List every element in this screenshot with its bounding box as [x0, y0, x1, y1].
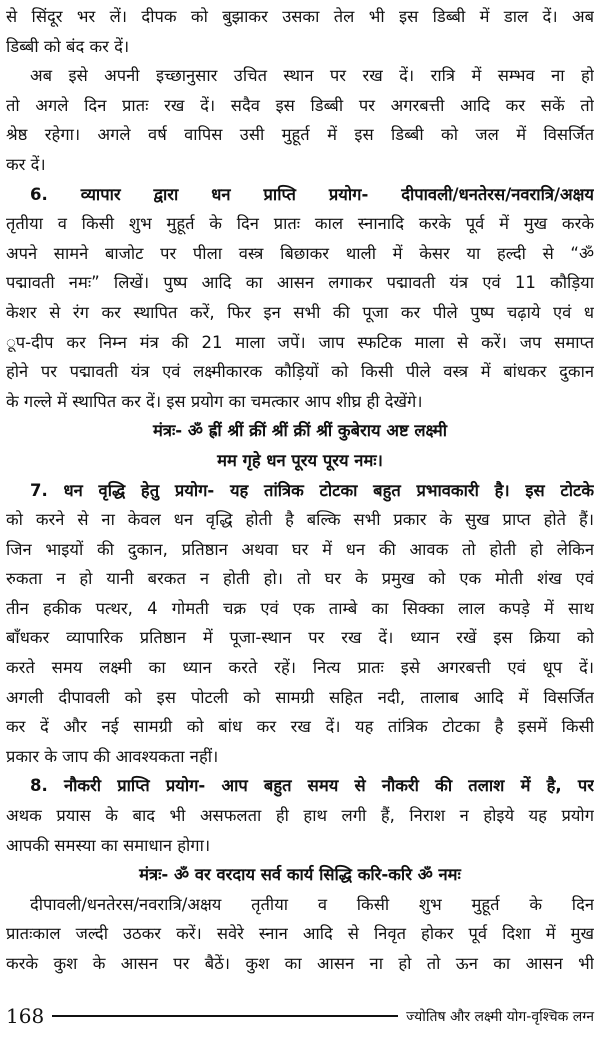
text-line: पद्मावती नमः” लिखें। पुष्प आदि का आसन लगाकर पद्मावती यंत्र एवं 11 कौड़िया: [6, 273, 594, 293]
text-line: करते समय लक्ष्मी का ध्यान करते रहें। नित्य प्रातः इसे अगरबत्ती एवं धूप दें।: [6, 658, 594, 678]
text-line: कर दें।: [6, 154, 46, 174]
running-title: ज्योतिष और लक्ष्मी योग-वृश्चिक लग्न: [406, 1008, 594, 1025]
section-heading-line: 7. धन वृद्धि हेतु प्रयोग- यह तांत्रिक टोटका बहुत प्रभावकारी है। इस टोटके: [30, 480, 594, 500]
text-line: अपने सामने बाजोट पर पीला वस्त्र बिछाकर थाली में केसर या हल्दी से “ॐ: [6, 243, 594, 263]
text-line: तो अगले दिन प्रातः रख दें। सदैव इस डिब्बी पर अगरबत्ती आदि कर सकें तो: [6, 95, 594, 115]
text-line: जिन भाइयों की दुकान, प्रतिष्ठान अथवा घर में धन की आवक तो होती हो लेकिन: [6, 539, 594, 559]
text-line: अगली दीपावली को इस पोटली को सामग्री सहित नदी, तालाब आदि में विसर्जित: [6, 687, 594, 707]
text-line: प्रकार के जाप की आवश्यकता नहीं।: [6, 746, 219, 766]
section-heading-line: 8. नौकरी प्राप्ति प्रयोग- आप बहुत समय से नौकरी की तलाश में है, पर: [30, 776, 594, 796]
text-line: बाँधकर व्यापारिक प्रतिष्ठान में पूजा-स्थान पर रख दें। ध्यान रखें इस क्रिया को: [6, 628, 594, 648]
text-line: श्रेष्ठ रहेगा। अगले वर्ष वापिस उसी मुहूर्त में इस डिब्बी को जल में विसर्जित: [6, 125, 594, 145]
text-line: को करने से ना केवल धन वृद्धि होती है बल्कि सभी प्रकार के सुख प्राप्त होते हैं।: [6, 510, 594, 530]
text-line: तृतीया व किसी शुभ मुहूर्त के दिन प्रातः काल स्नानादि करके पूर्व में मुख करके: [6, 214, 594, 234]
text-line: तीन हकीक पत्थर, 4 गोमती चक्र एवं एक ताम्बे का सिक्का लाल कपड़े में साथ: [6, 598, 594, 618]
text-line: दीपावली/धनतेरस/नवरात्रि/अक्षय तृतीया व किसी शुभ मुहूर्त के दिन: [30, 894, 594, 914]
mantra-line: मंत्रः- ॐ वर वरदाय सर्व कार्य सिद्धि करि-करि ॐ नमः: [139, 865, 461, 885]
text-line: केशर से रंग कर स्थापित करें, फिर इन सभी की पूजा कर पीले पुष्प चढ़ाये एवं ध: [6, 302, 594, 322]
text-line: होने पर पद्मावती यंत्र एवं लक्ष्मीकारक कौड़ियों को किसी पीले वस्त्र में बांधकर दुकान: [6, 362, 594, 382]
body-text: [6, 2, 594, 979]
text-line: से सिंदूर भर लें। दीपक को बुझाकर उसका तेल भी इस डिब्बी में डाल दें। अब: [6, 7, 594, 26]
footer-rule: [52, 1015, 398, 1017]
text-line: प्रातःकाल जल्दी उठकर करें। सवेरे स्नान आदि से निवृत होकर पूर्व दिशा में मुख: [6, 924, 594, 944]
text-line: करके कुश के आसन पर बैठें। कुश का आसन ना हो तो ऊन का आसन भी: [6, 954, 594, 973]
text-line: डिब्बी को बंद कर दें।: [6, 36, 130, 56]
text-line: अब इसे अपनी इच्छानुसार उचित स्थान पर रख दें। रात्रि में सम्भव ना हो: [30, 66, 594, 86]
page-number: 168: [6, 1004, 45, 1028]
page-footer: [6, 1000, 594, 1032]
mantra-line: मंत्रः- ॐ ह्रीं श्रीं क्रीं श्रीं क्रीं श्रीं कुबेराय अष्ट लक्ष्मी: [152, 421, 448, 441]
text-line: कर दें और नई सामग्री को बांध कर रख दें। यह तांत्रिक टोटका है इसमें किसी: [6, 717, 594, 737]
text-line: आपकी समस्या का समाधान होगा।: [6, 835, 211, 855]
text-line: रुकता न हो यानी बरकत न होती हो। तो घर के प्रमुख को एक मोती शंख एवं: [6, 569, 594, 589]
text-line: ूप-दीप कर निम्न मंत्र की 21 माला जपें। जाप स्फटिक माला से करें। जप समाप्त: [6, 332, 594, 352]
text-line: अथक प्रयास के बाद भी असफलता ही हाथ लगी हैं, निराश न होइये यह प्रयोग: [6, 806, 594, 826]
text-line: के गल्ले में स्थापित कर दें। इस प्रयोग का चमत्कार आप शीघ्र ही देखेंगे।: [6, 391, 423, 411]
mantra-line: मम गृहे धन पूरय पूरय नमः।: [217, 450, 383, 470]
section-heading-line: 6. व्यापार द्वारा धन प्राप्ति प्रयोग- दीपावली/धनतेरस/नवरात्रि/अक्षय: [30, 184, 594, 204]
